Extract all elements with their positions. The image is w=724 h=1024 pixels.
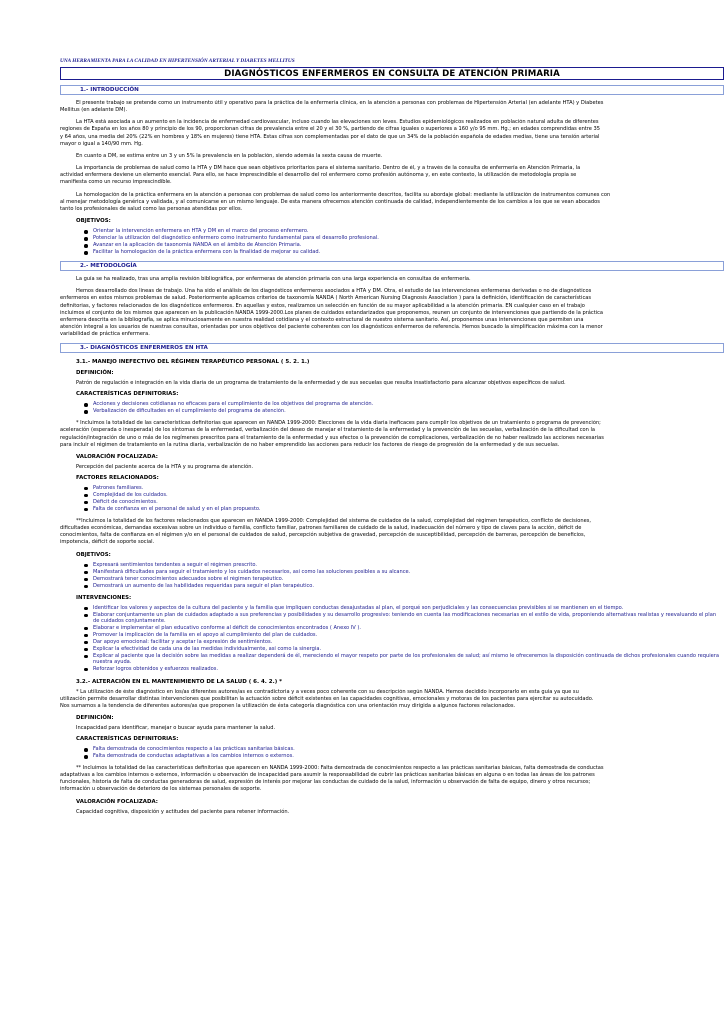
document-title: DIAGNÓSTICOS ENFERMEROS EN CONSULTA DE ATENCIÓN PRIMARIA [224,68,560,79]
section-heading-diagnosticos-hta: 3.- DIAGNÓSTICOS ENFERMEROS EN HTA [60,343,724,353]
section-heading-metodologia: 2.- METODOLOGÍA [60,261,724,271]
paragraph: El presente trabajo se pretende como un instrumento útil y operativo para la práctica de la enfermería clínica, en la atención a personas con problemas de Hipertensión Arterial (en adelante HTA) y Diabetes Mellitus (en adelante DM). [60,100,604,114]
list-item: Falta demostrada de conocimientos respecto a las prácticas sanitarias básicas. [84,746,724,753]
valoracion-label: VALORACIÓN FOCALIZADA: [76,453,158,460]
intervenciones-list [60,605,724,673]
paragraph: La guía se ha realizado, tras una amplia revisión bibliográfica, por enfermeras de atención primaria con una larga experiencia en consultas de enfermería. [76,276,471,283]
caracteristicas-label: CARACTERÍSTICAS DEFINITORIAS: [76,736,179,742]
factores-list [60,485,724,513]
document-title-box [60,67,724,80]
list-item: Elaborar conjuntamente un plan de cuidados adaptado a sus preferencias y posibilidades y su desarrollo progresivo: teniendo en cuenta las modificaciones necesarias en el estilo de vida, proponiendo alternativas realistas y reevaluando el plan de cuidados conjuntamente. [84,612,724,624]
list-item: Dar apoyo emocional: facilitar y aceptar la expresión de sentimientos. [84,639,724,646]
definicion-text: Patrón de regulación e integración en la vida diaria de un programa de tratamiento de la enfermedad y de sus secuelas que resulta insatisfactorio para alcanzar objetivos específicos de salud. [76,380,566,387]
list-item: Explicar la efectividad de cada una de las medidas individualmente, así como la sinergia. [84,646,724,653]
paragraph: La HTA está asociada a un aumento en la incidencia de enfermedad cardiovascular, incluso cuando las elevaciones son leves. Estudios epidemiológicos realizados en población natural adulta de diferentes regiones de España en los años 80 y principio de los 90, proporcionan cifras de prevalencia entre el 20 y el 30 %, partiendo de cifras iguales o superiores a 160 y/o 95 mm. Hg.; en edades comprendidas entre 35 y 64 años, una media del 20% (22% en hombres y 18% en mujeres) tiene HTA. Estas cifras son complementadas por el dato de que un 34% de la población española de edades medias, tiene una tensión arterial mayor o igual a 140/90 mm. Hg. [60,119,601,147]
list-item: Demostrará tener conocimientos adecuados sobre el régimen terapéutico. [84,576,724,583]
objetivos-list [60,228,724,256]
list-item: Déficit de conocimientos. [84,499,724,506]
objetivos-list [60,562,724,590]
list-item: Patrones familiares. [84,485,724,492]
diagnosis-title: 3.2.- ALTERACIÓN EN EL MANTENIMIENTO DE LA SALUD ( 6. 4. 2.) * [76,678,283,685]
paragraph: En cuanto a DM, se estima entre un 3 y un 5% la prevalencia en la población, siendo además la sexta causa de muerte. [76,152,383,159]
list-item: Facilitar la homologación de la práctica enfermera con la finalidad de mejorar su calidad. [84,249,724,256]
list-item: Expresará sentimientos tendentes a seguir el régimen prescrito. [84,562,724,569]
document-page [60,58,724,819]
list-item: Demostrará un aumento de las habilidades requeridas para seguir el plan terapéutico. [84,583,724,590]
definicion-label: DEFINICIÓN: [76,370,114,377]
section-heading-introduccion: 1.- INTRODUCCIÓN [60,85,724,95]
valoracion-label: VALORACIÓN FOCALIZADA: [76,798,158,805]
list-item: Explicar al paciente que la decisión sobre las medidas a realizar dependerá de él, mereciendo el mayor respeto por parte de los profesionales de salud; así mismo le ofreceremos la disposición continuada de dichos profesionales cuando requiera nuestra ayuda. [84,653,724,665]
list-item: Manifestará dificultades para seguir el tratamiento y los cuidados necesarios, así como las soluciones posibles a su alcance. [84,569,724,576]
list-item: Avanzar en la aplicación de taxonomía NANDA en el ámbito de Atención Primaria. [84,242,724,249]
list-item: Falta demostrada de conductas adaptativas a los cambios internos o externos. [84,753,724,760]
list-item: Promover la implicación de la familia en el apoyo al cumplimiento del plan de cuidados. [84,632,724,639]
list-item: Reforzar logros obtenidos y esfuerzos realizados. [84,666,724,673]
paragraph: * La utilización de éste diagnóstico en los/as diferentes autores/as es contradictoria y a veces poco coherente con su descripción según NANDA. Hemos decidido incorporarlo en esta guía ya que su utilización permite desarrollar distintas intervenciones que posibilitan la actuación sobre déficit existentes en las capacidades cognitivas, emocionales y motoras de los pacientes para ejercitar su autocuidado. Nos sumamos a la tendencia de diferentes autores/as que proponen la utilización de ésta categoría diagnóstica con una orientación muy dirigida a algunos factores relacionados. [60,688,594,709]
caracteristicas-label: CARACTERÍSTICAS DEFINITORIAS: [76,391,179,398]
factores-label: FACTORES RELACIONADOS: [76,474,159,481]
caracteristicas-list [60,746,724,760]
objetivos-label: OBJETIVOS: [76,218,111,225]
list-item: Elaborar e implementar el plan educativo conforme al déficit de conocimientos encontrados ( Anexo IV ). [84,625,724,632]
diagnosis-title: 3.1.- MANEJO INEFECTIVO DEL RÉGIMEN TERAPÉUTICO PERSONAL ( 5. 2. 1.) [76,359,310,366]
valoracion-text: Capacidad cognitiva, disposición y actitudes del paciente para retener información. [76,808,290,815]
list-item: Complejidad de los cuidados. [84,492,724,499]
paragraph: **Incluimos la totalidad de los factores relacionados que aparecen en NANDA 1999-2000: Complejidad del sistema de cuidados de la salud, complejidad del régimen terapéutico, conflicto de decisiones, dificultades económicas, demandas excesivas sobre un individuo o familia, conflicto familiar, patrones familiares de cuidado de la salud, inadecuación del número y tipo de claves para la acción, déficit de conocimientos, falta de confianza en el régimen y/o en el personal de cuidados de salud, percepción subjetiva de gravedad, percepción de susceptibilidad, percepción de barreras, percepción de beneficios, impotencia, déficit de soporte social. [60,517,592,546]
intervenciones-label: INTERVENCIONES: [76,594,132,601]
definicion-label: DEFINICIÓN: [76,715,114,721]
paragraph: Hemos desarrollado dos líneas de trabajo. Una ha sido el análisis de los diagnósticos enfermeros asociados a HTA y DM. Otra, el estudio de las intervenciones enfermeras derivadas o no de diagnósticos enfermeros en estos mismos problemas de salud. Posteriormente aplicamos criterios de taxonomía NANDA ( North American Nursing Diagnosis Association ) para la definición, identificación de características definitorias, y factores relacionados de los diagnósticos enfermeros. En aquellas y estos, realizamos un selección en función de su mayor aplicabilidad a la atención primaria. EN cualquier caso en el trabajo incluimos el conjunto de los mismos que aparecen en la publicación NANDA 1999-2000.Los planes de cuidados estandarizados que proponemos, reunen un conjunto de intervenciones que partiendo de la práctica enfermera descrita en la bibliografía, se aplica minuciosamente en nuestra realidad cotidiana y el contexto estructural de nuestro sistema sanitario. Así, proponemos unas intervenciones que permiten una atención integral a los usuarios de nuestras consultas, orientadas por unos objetivos del paciente coherentes con los diagnósticos enfermeros de referencia. Hemos buscado la simplificación máxima con la menor variabilidad de práctica enfermera. [60,288,604,338]
list-item: Identificar los valores y aspectos de la cultura del paciente y la familia que impliquen conductas desajustadas al plan, el porqué son perjudiciales y las consecuencias previsibles si se mantienen en el tiempo. [84,605,724,611]
list-item: Falta de confianza en el personal de salud y en el plan propuesto. [84,506,724,513]
list-item: Verbalización de dificultades en el cumplimiento del programa de atención. [84,408,724,415]
objetivos-label: OBJETIVOS: [76,551,111,558]
list-item: Acciones y decisiones cotidianas no eficaces para el cumplimiento de los objetivos del programa de atención. [84,401,724,408]
list-item: Potenciar la utilización del diagnóstico enfermero como instrumento fundamental para el desarrollo profesional. [84,235,724,242]
list-item: Orientar la intervención enfermera en HTA y DM en el marco del proceso enfermero. [84,228,724,235]
paragraph: La homologación de la práctica enfermera en la atención a personas con problemas de salud como los anteriormente descritos, facilita su abordaje global: mediante la utilización de instrumentos comunes con al menejar metodología genérica y validada, y al comunicarse en un mismo lenguaje. De esta manera ofrecemos atención continuada de calidad, independientemente de los cambios a los que se vean abocados tanto los profesionales de salud como las personas atendidas por ellos. [60,191,611,212]
definicion-text: Incapacidad para identificar, manejar o buscar ayuda para mantener la salud. [76,725,276,731]
paragraph: La importancia de problemas de salud como la HTA y DM hace que sean objetivos prioritarios para el sistema sanitario. Dentro de él, y a través de la consulta de enfermería en Atención Primaria, la actividad enfermera deviene un elemento esencial. Para ello, se hace imprescindible el desarrollo del rol enfermero como profesión autónoma y, en este contexto, la utilización de metodología propia se manifiesta como un recurso imprescindible. [60,165,581,186]
valoracion-text: Percepción del paciente acerca de la HTA y su programa de atención. [76,463,254,470]
caracteristicas-list [60,401,724,415]
paragraph: ** Incluimos la totalidad de las características definitorias que aparecen en NANDA 1999-2000: Falta demostrada de conocimientos respecto a las prácticas sanitarias básicas, falta demostrada de conductas adaptativas a los cambios internos o externos, información u observación de incapacidad para asumir la responsabilidad de cubrir las prácticas sanitarias básicas en alguna o en todas las áreas de los patrones funcionales, historia de falta de conductas generadoras de salud, expresión de interés por mejorar las conductas de cuidado de la salud, información u observación de falta de equipo, dinero y otros recursos; información u observación de deterioro de los sistemas personales de soporte. [60,765,604,793]
series-header: UNA HERRAMIENTA PARA LA CALIDAD EN HIPERTENSIÓN ARTERIAL Y DIABETES MELLITUS [60,58,295,64]
paragraph: * Incluimos la totalidad de las características definitorias que aparecen en NANDA 1999-2000: Elecciones de la vida diaria ineficaces para cumplir los objetivos de un tratamiento o programa de prevención; aceleración (esperada o inesperada) de los síntomas de la enfermedad, verbalización del deseo de manejar el tratamiento de la enfermedad y la prevención de las secuelas, verbalización de la dificultad con la regulación/integración de uno o más de los regímenes prescritos para el tratamiento de la enfermedad y sus efectos o la prevención de complicaciones, verbalización de no haber realizado las acciones necesarias para incluir el régimen de tratamiento en la rutina diaria, verbalización de no haber emprendido las acciones para reducir los factores de riesgo de progresión de la enfermedad y de sus secuelas. [60,420,604,448]
